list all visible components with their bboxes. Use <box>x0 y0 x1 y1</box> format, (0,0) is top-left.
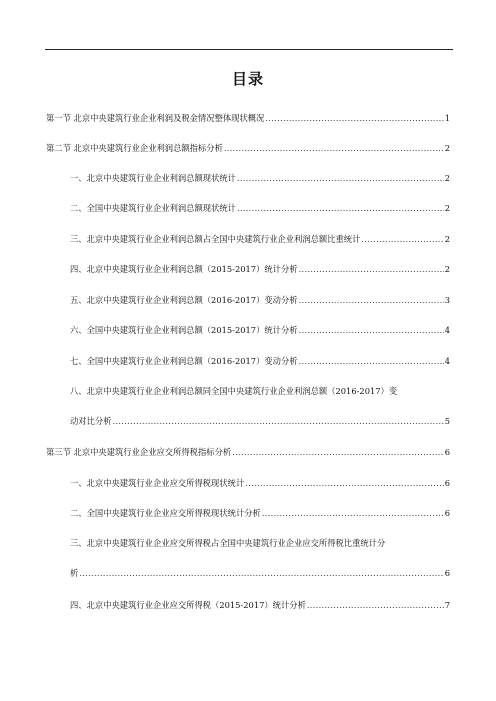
toc-entry-2-2[interactable] <box>70 203 450 213</box>
toc-entry-text: 第一节 北京中央建筑行业企业利润及税金情况整体现状概况 <box>46 113 265 123</box>
toc-leader-dots <box>245 478 443 488</box>
toc-entry-text: 析 <box>70 568 79 578</box>
toc-entry-text: 动对比分析 <box>70 416 112 426</box>
toc-leader-dots <box>237 173 444 183</box>
toc-page-number: 3 <box>444 295 450 305</box>
toc-leader-dots <box>237 203 444 213</box>
toc-page-number: 2 <box>444 203 450 213</box>
toc-entry-section-1[interactable] <box>46 113 450 123</box>
toc-leader-dots <box>79 568 443 578</box>
toc-entry-3-4[interactable] <box>70 600 450 610</box>
toc-entry-text: 一、北京中央建筑行业企业应交所得税现状统计 <box>70 478 245 488</box>
toc-entry-section-3[interactable] <box>46 447 450 457</box>
toc-entry-text: 六、全国中央建筑行业企业利润总额（2015-2017）统计分析 <box>70 325 298 335</box>
toc-entry-text: 第二节 北京中央建筑行业企业利润总额指标分析 <box>46 143 223 153</box>
toc-entry-3-2[interactable] <box>70 508 450 518</box>
toc-entry-text: 四、北京中央建筑行业企业应交所得税（2015-2017）统计分析 <box>70 600 306 610</box>
toc-leader-dots <box>307 600 444 610</box>
toc-page-number: 2 <box>444 173 450 183</box>
toc-entry-text: 二、全国中央建筑行业企业应交所得税现状统计分析 <box>70 508 261 518</box>
toc-leader-dots <box>299 325 444 335</box>
toc-page-number: 4 <box>444 325 450 335</box>
toc-entry-2-5[interactable] <box>70 295 450 305</box>
toc-page-number: 6 <box>444 508 450 518</box>
toc-leader-dots <box>224 143 444 153</box>
toc-entry-text: 四、北京中央建筑行业企业利润总额（2015-2017）统计分析 <box>70 264 298 274</box>
toc-page-number: 5 <box>444 416 450 426</box>
toc-title: 目录 <box>231 70 264 88</box>
toc-entry-text: 三、北京中央建筑行业企业利润总额占全国中央建筑行业企业利润总额比重统计 <box>70 234 361 244</box>
toc-entry-text-line1: 三、北京中央建筑行业企业应交所得税占全国中央建筑行业企业应交所得税比重统计分 <box>70 538 386 548</box>
toc-entry-3-1[interactable] <box>70 478 450 488</box>
toc-entry-2-7[interactable] <box>70 356 450 366</box>
toc-entry-3-3[interactable] <box>70 538 450 578</box>
toc-page-number: 1 <box>444 113 450 123</box>
header-rule <box>45 49 453 50</box>
toc-entry-2-3[interactable] <box>70 234 450 244</box>
toc-page-number: 6 <box>444 568 450 578</box>
toc-leader-dots <box>299 356 444 366</box>
toc-entry-text: 五、北京中央建筑行业企业利润总额（2016-2017）变动分析 <box>70 295 298 305</box>
toc-page-number: 4 <box>444 356 450 366</box>
toc-entry-text-line1: 八、北京中央建筑行业企业利润总额同全国中央建筑行业企业利润总额（2016-2017）变 <box>70 386 398 396</box>
toc-page-number: 6 <box>444 447 450 457</box>
toc-page-number: 2 <box>444 234 450 244</box>
toc-entry-2-8[interactable] <box>70 386 450 426</box>
toc-entry-section-2[interactable] <box>46 143 450 153</box>
toc-leader-dots <box>232 447 444 457</box>
toc-entry-text: 七、全国中央建筑行业企业利润总额（2016-2017）变动分析 <box>70 356 298 366</box>
toc-entry-text: 一、北京中央建筑行业企业利润总额现状统计 <box>70 173 236 183</box>
toc-leader-dots <box>265 113 443 123</box>
toc-page-number: 6 <box>444 478 450 488</box>
toc-page-number: 2 <box>444 264 450 274</box>
toc-entry-2-6[interactable] <box>70 325 450 335</box>
toc-leader-dots <box>299 295 444 305</box>
toc-page-number: 7 <box>444 600 450 610</box>
toc-entry-text: 第三节 北京中央建筑行业企业应交所得税指标分析 <box>46 447 232 457</box>
toc-leader-dots <box>262 508 444 518</box>
toc-entry-text: 二、全国中央建筑行业企业利润总额现状统计 <box>70 203 236 213</box>
toc-page-number: 2 <box>444 143 450 153</box>
toc-leader-dots <box>361 234 443 244</box>
toc-leader-dots <box>299 264 444 274</box>
toc-leader-dots <box>113 416 444 426</box>
toc-entry-2-4[interactable] <box>70 264 450 274</box>
toc-entry-2-1[interactable] <box>70 173 450 183</box>
